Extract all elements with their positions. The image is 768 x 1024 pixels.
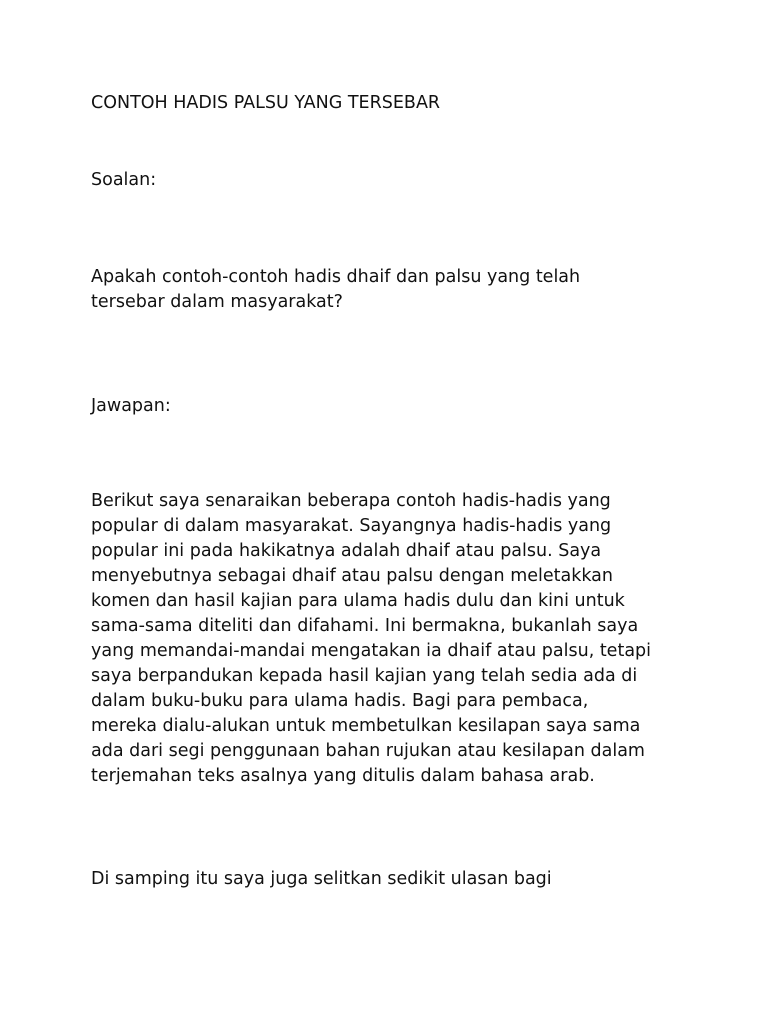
paragraph-line: Di samping itu saya juga selitkan sedikit ulasan bagi: [91, 869, 552, 889]
question-label: Soalan:: [91, 170, 157, 190]
paragraph-line: ada dari segi penggunaan bahan rujukan atau kesilapan dalam: [91, 741, 645, 761]
question-line: tersebar dalam masyarakat?: [91, 292, 343, 312]
paragraph-line: terjemahan teks asalnya yang ditulis dalam bahasa arab.: [91, 766, 595, 786]
paragraph-line: sama-sama diteliti dan difahami. Ini bermakna, bukanlah saya: [91, 616, 639, 636]
answer-paragraph: [91, 867, 691, 892]
paragraph-line: menyebutnya sebagai dhaif atau palsu dengan meletakkan: [91, 566, 613, 586]
question-line: Apakah contoh-contoh hadis dhaif dan palsu yang telah: [91, 267, 581, 287]
document-title: CONTOH HADIS PALSU YANG TERSEBAR: [91, 93, 441, 113]
answer-paragraph: [91, 489, 691, 789]
paragraph-line: komen dan hasil kajian para ulama hadis dulu dan kini untuk: [91, 591, 625, 611]
paragraph-line: yang memandai-mandai mengatakan ia dhaif atau palsu, tetapi: [91, 641, 652, 661]
paragraph-line: mereka dialu-alukan untuk membetulkan kesilapan saya sama: [91, 716, 641, 736]
paragraph-line: dalam buku-buku para ulama hadis. Bagi para pembaca,: [91, 691, 589, 711]
question-text: [91, 265, 691, 315]
paragraph-line: popular ini pada hakikatnya adalah dhaif atau palsu. Saya: [91, 541, 602, 561]
paragraph-line: popular di dalam masyarakat. Sayangnya hadis-hadis yang: [91, 516, 612, 536]
answer-label: Jawapan:: [91, 396, 171, 416]
paragraph-line: Berikut saya senaraikan beberapa contoh hadis-hadis yang: [91, 491, 611, 511]
paragraph-line: saya berpandukan kepada hasil kajian yang telah sedia ada di: [91, 666, 638, 686]
